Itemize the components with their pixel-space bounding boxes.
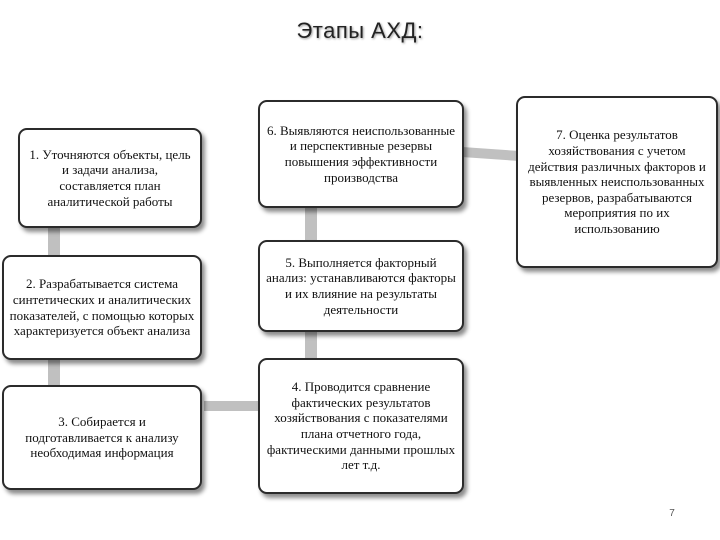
step-7-box: [516, 96, 718, 268]
step-2-text: 2. Разрабатывается система синтетических и аналитических показателей, с помощью которых характеризуется объект анализа: [9, 276, 195, 339]
slide-title: Этапы АХД:: [296, 18, 424, 43]
connector-3-4: [204, 401, 260, 411]
step-6-text: 6. Выявляются неиспользованные и перспективные резервы повышения эффективности производства: [266, 122, 456, 185]
step-7-text: 7. Оценка результатов хозяйствования с учетом действия различных факторов и выявленных неиспользованных резервов, разрабатываются мероприятия по их использованию: [528, 127, 706, 236]
step-5-box: [258, 240, 464, 332]
step-2-box: [2, 255, 202, 360]
step-1-box: [18, 128, 202, 228]
step-1-text: 1. Уточняются объекты, цель и задачи анализа, составляется план аналитической работы: [29, 146, 191, 209]
page-number: 7: [669, 508, 675, 519]
step-6-box: [258, 100, 464, 208]
step-3-text: 3. Собирается и подготавливается к анализу необходимая информация: [25, 414, 179, 461]
step-5-text: 5. Выполняется факторный анализ: устанавливаются факторы и их влияние на результаты деятельности: [266, 254, 456, 317]
connector-5-6: [305, 205, 317, 245]
step-4-text: 4. Проводится сравнение фактических результатов хозяйствования с показателями плана отчетного года, фактическими данными прошлых лет т.д.: [266, 379, 456, 473]
connector-6-7: [462, 147, 519, 161]
step-4-box: [258, 358, 464, 494]
step-3-box: [2, 385, 202, 490]
connector-4-5: [305, 330, 317, 360]
connector-2-3: [48, 358, 60, 388]
